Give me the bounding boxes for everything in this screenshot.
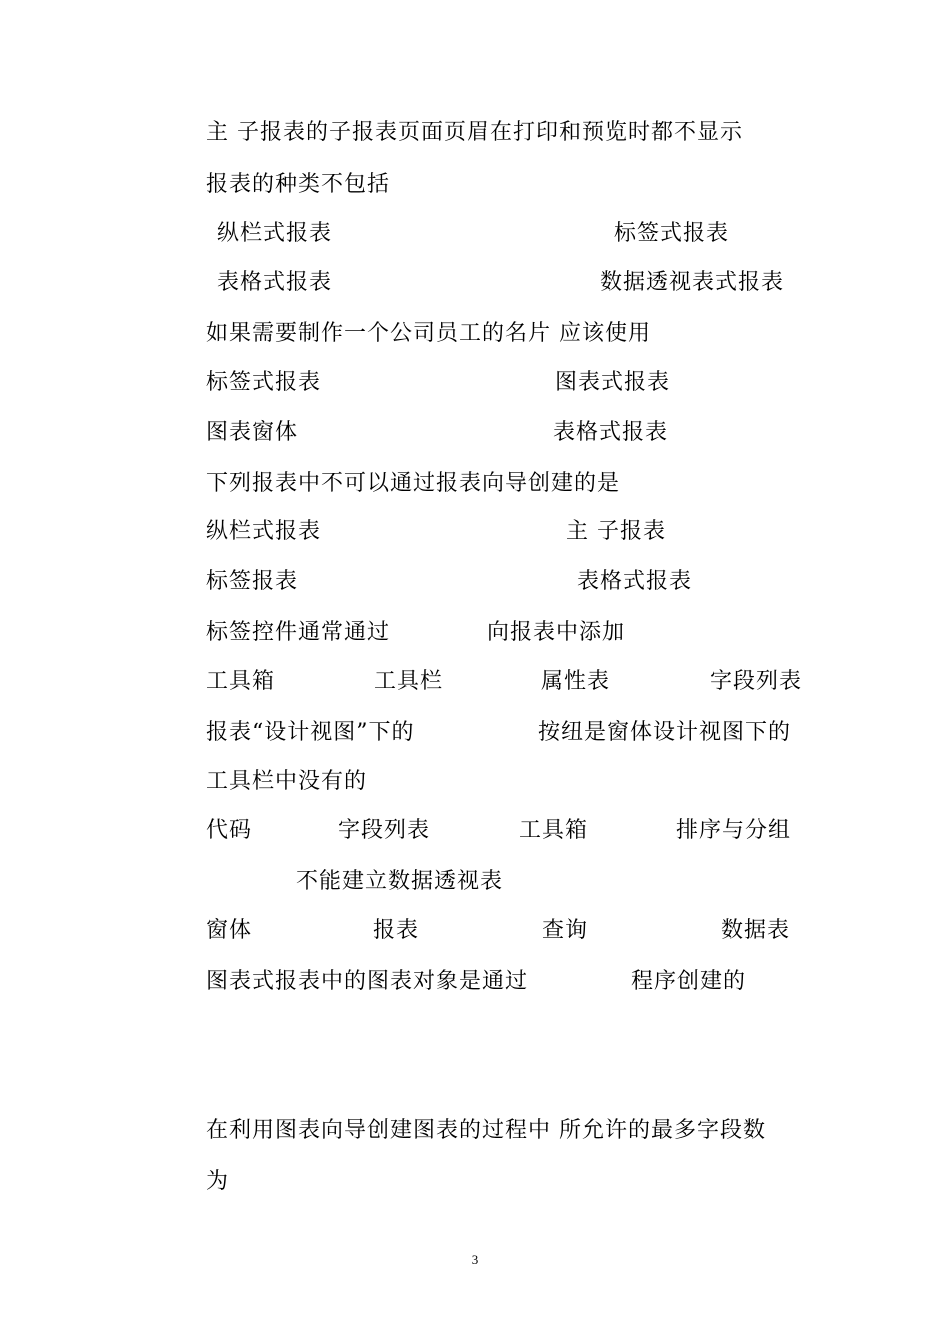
option-text: 标签式报表 bbox=[206, 370, 322, 395]
option-text: 工具箱 bbox=[206, 669, 276, 694]
question-line: 按纽是窗体设计视图下的 bbox=[538, 720, 792, 745]
option-text: 字段列表 bbox=[710, 669, 803, 694]
question-line: 下列报表中不可以通过报表向导创建的是 bbox=[206, 471, 621, 496]
option-text: 纵栏式报表 bbox=[217, 221, 333, 246]
option-text: 属性表 bbox=[541, 669, 611, 694]
option-text: 代码 bbox=[206, 818, 253, 843]
page-number: 3 bbox=[471, 1252, 479, 1267]
question-line: 在利用图表向导创建图表的过程中 所允许的最多字段数 bbox=[206, 1118, 766, 1143]
question-line: 为 bbox=[206, 1169, 230, 1194]
option-text: 图表式报表 bbox=[555, 370, 671, 395]
option-text: 图表窗体 bbox=[206, 420, 299, 445]
question-line: 报表“设计视图”下的 bbox=[206, 720, 415, 745]
question-line: 报表的种类不包括 bbox=[206, 172, 391, 197]
option-text: 纵栏式报表 bbox=[206, 519, 322, 544]
option-text: 表格式报表 bbox=[577, 569, 693, 594]
option-text: 排序与分组 bbox=[676, 818, 792, 843]
question-line: 不能建立数据透视表 bbox=[296, 869, 504, 894]
option-text: 工具箱 bbox=[519, 818, 589, 843]
option-text: 窗体 bbox=[206, 918, 253, 943]
question-line: 程序创建的 bbox=[631, 969, 747, 994]
question-line: 标签控件通常通过 bbox=[206, 620, 391, 645]
question-line: 工具栏中没有的 bbox=[206, 769, 368, 794]
option-text: 数据透视表式报表 bbox=[600, 270, 785, 295]
option-text: 主 子报表 bbox=[566, 519, 666, 544]
option-text: 标签报表 bbox=[206, 569, 299, 594]
question-line: 图表式报表中的图表对象是通过 bbox=[206, 969, 529, 994]
option-text: 查询 bbox=[542, 918, 589, 943]
option-text: 表格式报表 bbox=[553, 420, 669, 445]
option-text: 字段列表 bbox=[338, 818, 431, 843]
question-line: 主 子报表的子报表页面页眉在打印和预览时都不显示 bbox=[206, 120, 743, 145]
option-text: 数据表 bbox=[721, 918, 791, 943]
option-text: 表格式报表 bbox=[217, 270, 333, 295]
question-line: 如果需要制作一个公司员工的名片 应该使用 bbox=[206, 321, 651, 346]
option-text: 工具栏 bbox=[374, 669, 444, 694]
option-text: 标签式报表 bbox=[614, 221, 730, 246]
question-line: 向报表中添加 bbox=[487, 620, 626, 645]
option-text: 报表 bbox=[373, 918, 420, 943]
